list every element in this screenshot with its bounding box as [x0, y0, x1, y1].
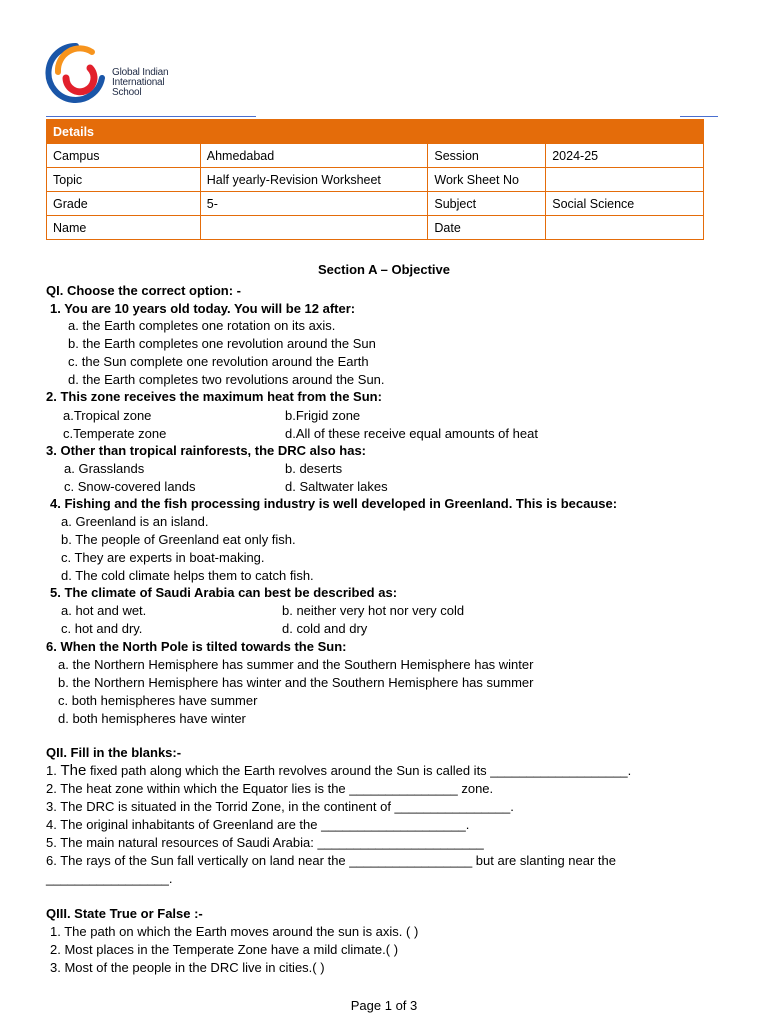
q1-item-4-opt-a: a. Greenland is an island.: [61, 514, 209, 529]
q2-item-4: 4. The original inhabitants of Greenland are the ____________________.: [46, 817, 470, 832]
q3-item-2: 2. Most places in the Temperate Zone have a mild climate.( ): [50, 942, 399, 957]
label-topic: Topic: [47, 168, 201, 192]
label-name: Name: [47, 216, 201, 240]
q1-item-5: 5. The climate of Saudi Arabia can best be described as:: [50, 585, 398, 600]
q3-heading: QIII. State True or False :-: [46, 906, 203, 921]
q1-item-1-opt-d: d. the Earth completes two revolutions around the Sun.: [68, 372, 385, 387]
q1-item-3-opt-b: b. deserts: [285, 461, 343, 476]
q1-item-6-opt-d: d. both hemispheres have winter: [58, 711, 246, 726]
q2-item-1: [46, 763, 631, 779]
value-subject: Social Science: [546, 192, 704, 216]
label-grade: Grade: [47, 192, 201, 216]
q1-item-2-opt-c: c.Temperate zone: [63, 426, 167, 441]
value-campus: Ahmedabad: [200, 144, 428, 168]
q2-item-2: 2. The heat zone within which the Equator lies is the _______________ zone.: [46, 781, 494, 796]
value-name[interactable]: [200, 216, 428, 240]
q2-item-3: 3. The DRC is situated in the Torrid Zone, in the continent of ________________.: [46, 799, 514, 814]
value-session: 2024-25: [546, 144, 704, 168]
header-rule-right: [680, 116, 718, 117]
q1-item-6-opt-b: b. the Northern Hemisphere has winter and the Southern Hemisphere has summer: [58, 675, 534, 690]
q2-heading: QII. Fill in the blanks:-: [46, 745, 182, 760]
q1-item-1: 1. You are 10 years old today. You will be 12 after:: [50, 301, 356, 316]
q1-item-2: 2. This zone receives the maximum heat from the Sun:: [46, 389, 382, 404]
label-session: Session: [428, 144, 546, 168]
label-worksheet-no: Work Sheet No: [428, 168, 546, 192]
q1-item-6: 6. When the North Pole is tilted towards the Sun:: [46, 639, 347, 654]
section-title: Section A – Objective: [318, 262, 450, 277]
value-topic: Half yearly-Revision Worksheet: [200, 168, 428, 192]
q1-item-2-opt-d: d.All of these receive equal amounts of heat: [285, 426, 538, 441]
q1-item-3-opt-c: c. Snow-covered lands: [64, 479, 196, 494]
logo-line-1: Global Indian: [112, 67, 169, 78]
logo-text: [112, 68, 168, 98]
q1-item-5-opt-c: c. hot and dry.: [61, 621, 143, 636]
q1-item-5-opt-d: d. cold and dry: [282, 621, 368, 636]
q1-item-2-opt-b: b.Frigid zone: [285, 408, 361, 423]
logo-line-2: International: [112, 77, 165, 88]
q1-item-4-opt-b: b. The people of Greenland eat only fish.: [61, 532, 296, 547]
header-rule-left: [46, 116, 256, 117]
q1-item-3-opt-a: a. Grasslands: [64, 461, 145, 476]
q2-item-5: 5. The main natural resources of Saudi Arabia: _______________________: [46, 835, 484, 850]
value-worksheet-no[interactable]: [546, 168, 704, 192]
q1-item-6-opt-c: c. both hemispheres have summer: [58, 693, 258, 708]
q1-item-1-opt-c: c. the Sun complete one revolution around the Earth: [68, 354, 369, 369]
q1-item-1-opt-a: a. the Earth completes one rotation on its axis.: [68, 318, 336, 333]
q2-item-6: 6. The rays of the Sun fall vertically on land near the _________________ but are slanting near the: [46, 853, 616, 868]
q1-heading: QI. Choose the correct option: -: [46, 283, 242, 298]
q1-item-5-opt-a: a. hot and wet.: [61, 603, 147, 618]
q2-item-6-cont: _________________.: [46, 871, 173, 886]
q1-item-1-opt-b: b. the Earth completes one revolution around the Sun: [68, 336, 376, 351]
q1-item-4-opt-c: c. They are experts in boat-making.: [61, 550, 265, 565]
details-table: [46, 119, 704, 240]
logo-line-3: School: [112, 87, 142, 98]
value-date[interactable]: [546, 216, 704, 240]
q1-item-2-opt-a: a.Tropical zone: [63, 408, 152, 423]
details-row-topic: [47, 168, 704, 192]
school-logo: [44, 42, 184, 104]
q1-item-4-opt-d: d. The cold climate helps them to catch fish.: [61, 568, 314, 583]
q2-item-1-rest: fixed path along which the Earth revolves around the Sun is called its ___________________.: [86, 763, 632, 778]
details-row-campus: [47, 144, 704, 168]
value-grade: 5-: [200, 192, 428, 216]
q1-item-6-opt-a: a. the Northern Hemisphere has summer and the Southern Hemisphere has winter: [58, 657, 534, 672]
q1-item-3-opt-d: d. Saltwater lakes: [285, 479, 388, 494]
q1-item-5-opt-b: b. neither very hot nor very cold: [282, 603, 465, 618]
q3-item-3: 3. Most of the people in the DRC live in cities.( ): [50, 960, 325, 975]
label-date: Date: [428, 216, 546, 240]
q2-item-1-the: The: [60, 762, 87, 779]
q3-item-1: 1. The path on which the Earth moves around the sun is axis. ( ): [50, 924, 419, 939]
label-campus: Campus: [47, 144, 201, 168]
school-logo-icon: [44, 42, 108, 104]
page-footer: Page 1 of 3: [350, 998, 418, 1013]
label-subject: Subject: [428, 192, 546, 216]
details-header-row: [47, 120, 704, 144]
q1-item-3: 3. Other than tropical rainforests, the DRC also has:: [46, 443, 367, 458]
details-row-grade: [47, 192, 704, 216]
q2-item-1-num: 1.: [46, 763, 61, 778]
q1-item-4: 4. Fishing and the fish processing industry is well developed in Greenland. This is because:: [50, 496, 618, 511]
details-header: Details: [47, 120, 704, 144]
details-row-name: [47, 216, 704, 240]
